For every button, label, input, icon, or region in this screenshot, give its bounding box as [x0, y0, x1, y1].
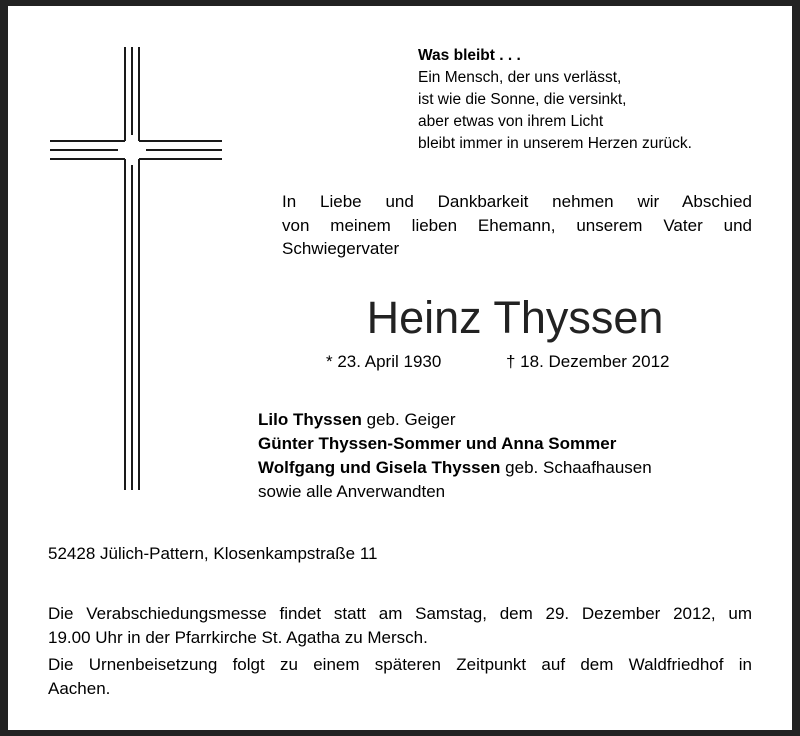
- mourner-line: [258, 432, 652, 456]
- deceased-name: Heinz Thyssen: [366, 292, 664, 343]
- notice-line: Aachen.: [48, 678, 111, 698]
- farewell-line: von meinem lieben Ehemann, unserem Vater und: [282, 215, 752, 235]
- poem-title: Was bleibt . . .: [418, 47, 521, 64]
- poem-line: ist wie die Sonne, die versinkt,: [418, 91, 627, 108]
- notice-line: Die Verabschiedungsmesse findet statt am Samstag, dem 29. Dezember 2012, um: [48, 604, 752, 623]
- poem-line: aber etwas von ihrem Licht: [418, 113, 604, 130]
- mourner-name: Wolfgang und Gisela Thyssen: [258, 458, 501, 477]
- service-notice: [48, 602, 752, 704]
- mourner-line: [258, 456, 652, 480]
- poem: [418, 45, 692, 155]
- mourner-name: Günter Thyssen-Sommer und Anna Sommer: [258, 434, 617, 453]
- farewell-line: In Liebe und Dankbarkeit nehmen wir Abschied: [282, 192, 752, 211]
- mourner-note: sowie alle Anverwandten: [258, 482, 446, 501]
- mourner-note: geb. Geiger: [361, 410, 456, 429]
- notice-paragraph: [48, 653, 752, 700]
- mourners-list: [258, 408, 652, 504]
- notice-paragraph: [48, 602, 752, 649]
- mourner-line: [258, 408, 652, 432]
- address: 52428 Jülich-Pattern, Klosenkampstraße 11: [48, 544, 378, 563]
- poem-line: bleibt immer in unserem Herzen zurück.: [418, 135, 692, 152]
- farewell-line: Schwiegervater: [282, 239, 400, 258]
- mourner-line: [258, 480, 652, 504]
- notice-line: Die Urnenbeisetzung folgt zu einem späteren Zeitpunkt auf dem Waldfriedhof in: [48, 655, 752, 674]
- mourner-note: geb. Schaafhausen: [500, 458, 652, 477]
- notice-line: 19.00 Uhr in der Pfarrkirche St. Agatha zu Mersch.: [48, 627, 428, 647]
- mourner-name: Lilo Thyssen: [258, 410, 362, 429]
- death-date: † 18. Dezember 2012: [506, 352, 670, 371]
- poem-line: Ein Mensch, der uns verlässt,: [418, 69, 622, 86]
- birth-date: * 23. April 1930: [326, 352, 442, 371]
- farewell-text: [282, 190, 752, 261]
